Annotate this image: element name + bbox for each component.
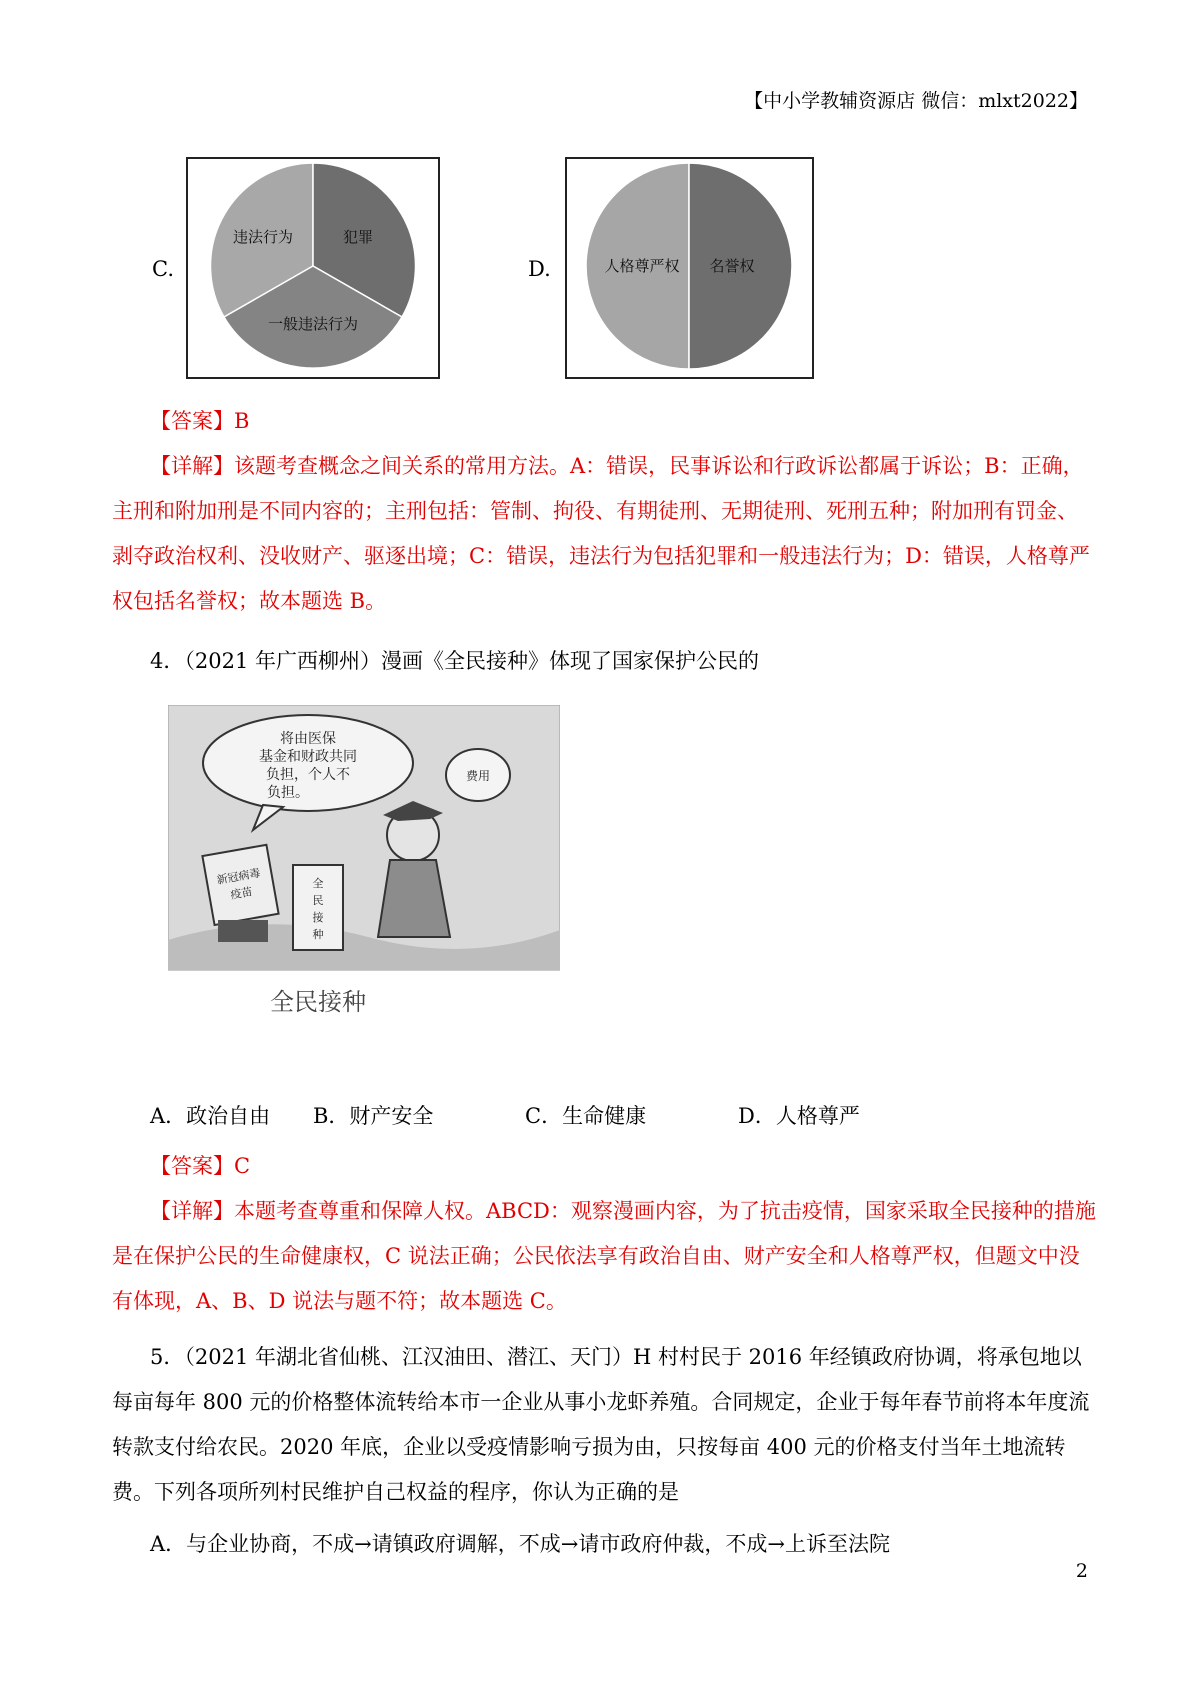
figure-d-box [565, 157, 814, 379]
pie-label-left: 违法行为 [232, 228, 294, 246]
q4-answer: 【答案】C [150, 1154, 251, 1178]
svg-text:民: 民 [312, 894, 324, 907]
q3-detail: 【详解】该题考查概念之间关系的常用方法。A：错误，民事诉讼和行政诉讼都属于诉讼；B：正确，主刑和附加刑是不同内容的；主刑包括：管制、拘役、有期徒刑、无期徒刑、死刑五种；附加刑有罚金、剥夺政治权利、没收财产、驱逐出境；C：错误，违法行为包括犯罪和一般违法行为；D：错误，人格尊严权包括名誉权；故本题选 B。 [112, 454, 1090, 613]
option-d-label: D. [528, 257, 551, 281]
svg-text:负担。: 负担。 [267, 785, 309, 801]
q4-option-a: A．政治自由 [150, 1104, 271, 1128]
q4-stem: 4．（2021 年广西柳州）漫画《全民接种》体现了国家保护公民的 [150, 649, 759, 673]
svg-text:接: 接 [312, 911, 324, 924]
figure-c-box [186, 157, 440, 379]
option-c-label: C. [152, 257, 174, 281]
svg-text:种: 种 [312, 928, 324, 941]
q5-stem: 5．（2021 年湖北省仙桃、江汉油田、潜江、天门）H 村村民于 2016 年经镇政府协调，将承包地以每亩每年 800 元的价格整体流转给本市一企业从事小龙虾养殖。合同规定，企业于每年春节前将本年度流转款支付给农民。2020 年底，企业以受疫情影响亏损为由，只按每亩 400 元的价格支付当年土地流转费。下列各项所列村民维护自己权益的程序，你认为正确的是 [112, 1345, 1090, 1504]
q4-comic [168, 705, 560, 1020]
vaccine-box [202, 845, 278, 925]
comic-caption: 全民接种 [270, 988, 366, 1016]
svg-text:全: 全 [312, 877, 324, 890]
pie-label-bottom: 一般违法行为 [267, 315, 359, 333]
page-number: 2 [1075, 1560, 1088, 1582]
q4-option-d: D．人格尊严 [738, 1104, 860, 1128]
svg-text:基金和财政共同: 基金和财政共同 [259, 749, 357, 765]
comic-illustration [168, 705, 560, 1020]
figure-c-pie [188, 159, 438, 377]
svg-text:费用: 费用 [465, 769, 491, 783]
pie-label-right: 名誉权 [709, 257, 755, 275]
page-header: 【中小学教辅资源店 微信：mlxt2022】 [744, 90, 1088, 112]
figure-d-pie [567, 159, 812, 377]
q5-option-a: A．与企业协商，不成→请镇政府调解，不成→请市政府仲裁，不成→上诉至法院 [150, 1532, 890, 1556]
svg-text:负担，个人不: 负担，个人不 [266, 767, 350, 783]
q3-answer: 【答案】B [150, 409, 250, 433]
svg-text:新冠病毒: 新冠病毒 [215, 866, 262, 887]
pie-label-right: 犯罪 [342, 228, 374, 246]
q4-option-b: B．财产安全 [313, 1104, 434, 1128]
pie-label-left: 人格尊严权 [604, 257, 680, 275]
svg-text:将由医保: 将由医保 [280, 731, 336, 747]
svg-text:疫苗: 疫苗 [229, 885, 254, 902]
q4-detail: 【详解】本题考查尊重和保障人权。ABCD：观察漫画内容，为了抗击疫情，国家采取全民接种的措施是在保护公民的生命健康权，C 说法正确；公民依法享有政治自由、财产安全和人格尊严权，但题文中没有体现，A、B、D 说法与题不符；故本题选 C。 [112, 1199, 1096, 1313]
q4-option-c: C．生命健康 [525, 1104, 647, 1128]
